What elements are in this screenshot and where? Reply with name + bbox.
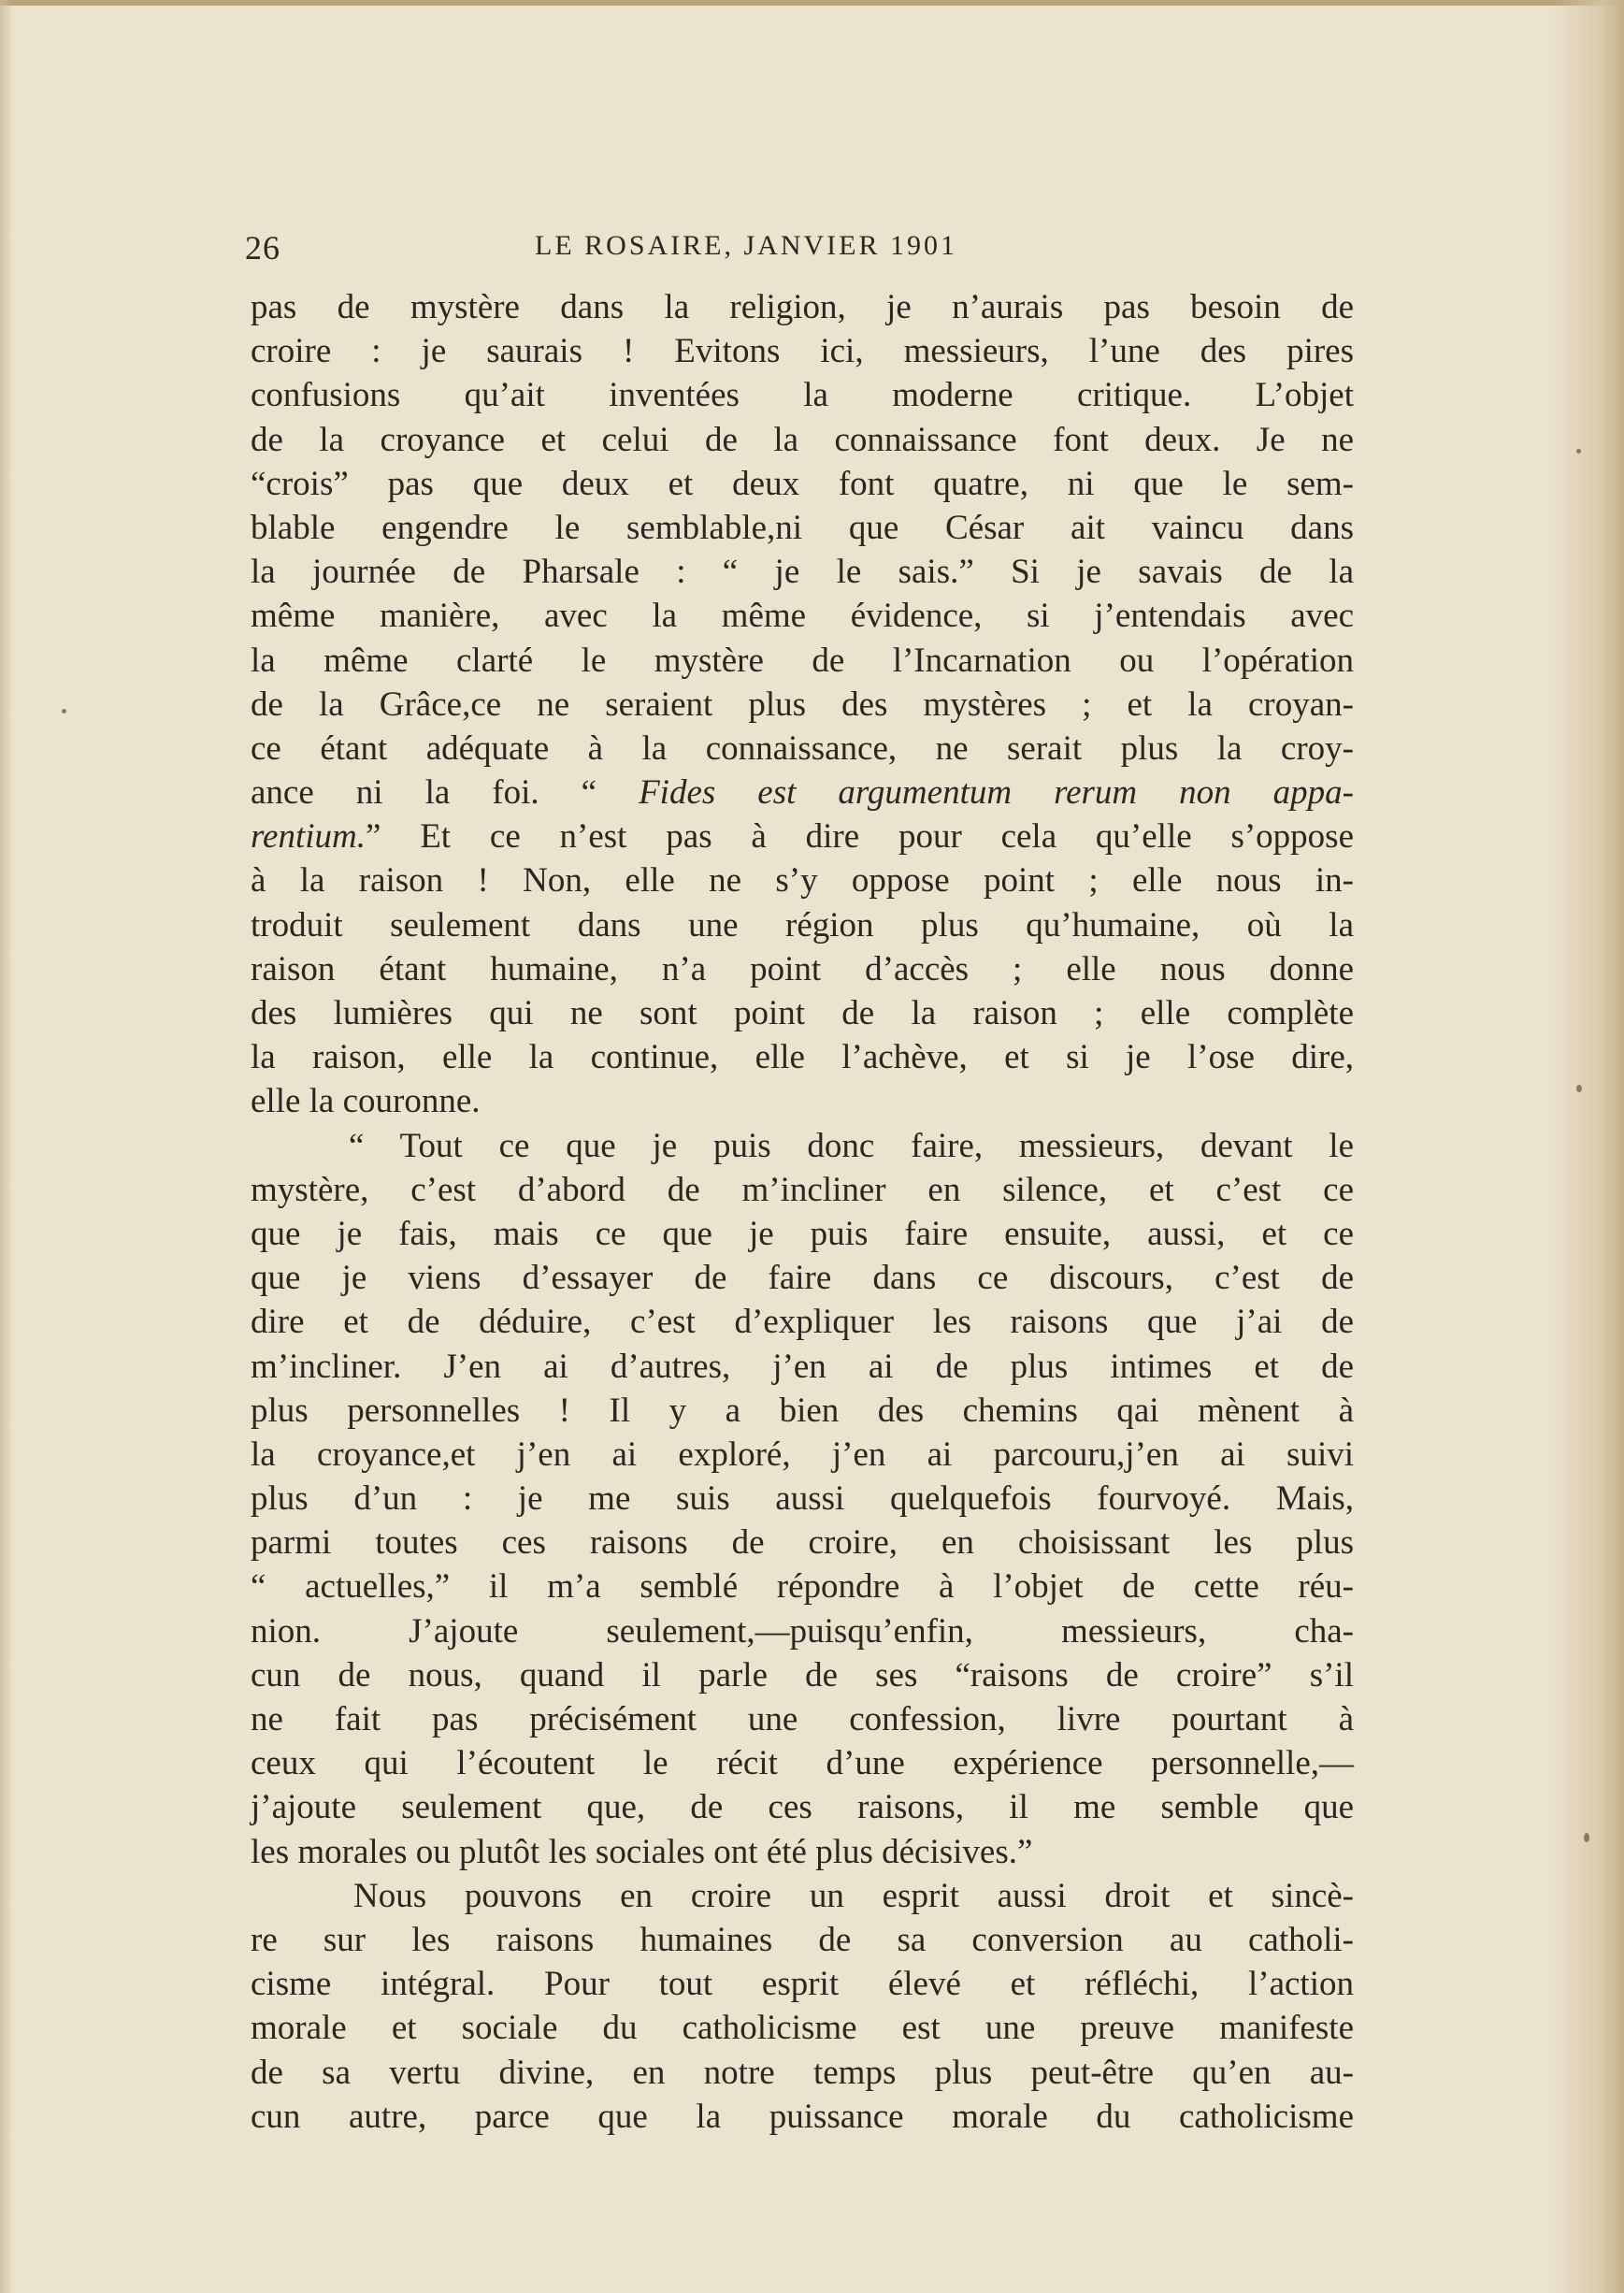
- text-line: ce étant adéquate à la connaissance, ne serait plus la croy-: [251, 728, 1354, 768]
- text-line: dire et de déduire, c’est d’expliquer les raisons que j’ai de: [251, 1303, 1354, 1342]
- text-line: que je fais, mais ce que je puis faire ensuite, aussi, et ce: [251, 1214, 1354, 1253]
- text-line: nion. J’ajoute seulement,—puisqu’enfin, messieurs, cha-: [251, 1611, 1354, 1651]
- paper-speck: [1576, 1085, 1582, 1092]
- text-line: plus personnelles ! Il y a bien des chemins qai mènent à: [251, 1391, 1354, 1430]
- text-line: troduit seulement dans une région plus qu’humaine, où la: [251, 905, 1354, 945]
- text-line: “ Tout ce que je puis donc faire, messieurs, devant le: [349, 1126, 1354, 1165]
- journal-title: LE ROSAIRE, JANVIER 1901: [535, 230, 957, 261]
- page-top-edge: [0, 0, 1624, 6]
- text-line: elle la couronne.: [251, 1082, 481, 1121]
- text-line: à la raison ! Non, elle ne s’y oppose point ; elle nous in-: [251, 861, 1354, 901]
- text-line: cisme intégral. Pour tout esprit élevé et réfléchi, l’action: [251, 1965, 1354, 2004]
- text-line: mystère, c’est d’abord de m’incliner en silence, et c’est ce: [251, 1170, 1354, 1209]
- text-line: m’incliner. J’en ai d’autres, j’en ai de plus intimes et de: [251, 1347, 1354, 1386]
- paper-speck: [1584, 1833, 1589, 1842]
- text-line: la croyance,et j’en ai exploré, j’en ai parcouru,j’en ai suivi: [251, 1435, 1354, 1474]
- latin-quotation: Fides est argumentum rerum non appa-: [639, 773, 1354, 813]
- running-head: [245, 228, 1180, 273]
- text-line: “ actuelles,” il m’a semblé répondre à l’objet de cette réu-: [251, 1567, 1354, 1607]
- text-line: re sur les raisons humaines de sa conversion au catholi-: [251, 1920, 1354, 1959]
- text-line: la même clarté le mystère de l’Incarnation ou l’opération: [251, 641, 1354, 680]
- latin-quotation: rentium.: [251, 817, 366, 857]
- text-line: que je viens d’essayer de faire dans ce discours, c’est de: [251, 1259, 1354, 1298]
- text-line: ne fait pas précisément une confession, livre pourtant à: [251, 1700, 1354, 1738]
- text-line: la raison, elle la continue, elle l’achève, et si je l’ose dire,: [251, 1038, 1354, 1077]
- text-line: même manière, avec la même évidence, si j’entendais avec: [251, 597, 1354, 636]
- text-line: confusions qu’ait inventées la moderne critique. L’objet: [251, 376, 1354, 415]
- quote-lead-in: ance ni la foi. “: [251, 773, 640, 813]
- text-line: plus d’un : je me suis aussi quelquefois fourvoyé. Mais,: [251, 1479, 1354, 1519]
- paper-speck: [62, 709, 66, 714]
- text-line: ceux qui l’écoutent le récit d’une expérience personnelle,—: [251, 1744, 1354, 1783]
- text-line: de la croyance et celui de la connaissance font deux. Je ne: [251, 420, 1354, 459]
- text-line: [251, 815, 1354, 858]
- text-line: j’ajoute seulement que, de ces raisons, il me semble que: [251, 1788, 1354, 1827]
- text-line: des lumières qui ne sont point de la raison ; elle complète: [251, 994, 1354, 1032]
- text-line: de la Grâce,ce ne seraient plus des mystères ; et la croyan-: [251, 685, 1354, 724]
- text-line: parmi toutes ces raisons de croire, en choisissant les plus: [251, 1523, 1354, 1563]
- text-line: les morales ou plutôt les sociales ont été plus décisives.”: [251, 1832, 1033, 1871]
- page-right-shadow: [1549, 0, 1624, 2293]
- text-line: la journée de Pharsale : “ je le sais.” Si je savais de la: [251, 553, 1354, 592]
- text-line: cun autre, parce que la puissance morale du catholicisme: [251, 2097, 1354, 2136]
- text-line: raison étant humaine, n’a point d’accès ; elle nous donne: [251, 949, 1354, 988]
- text-line: Nous pouvons en croire un esprit aussi droit et sincè-: [353, 1876, 1354, 1915]
- body-text: [251, 285, 1354, 2139]
- page-number: 26: [245, 229, 280, 267]
- text-line: blable engendre le semblable,ni que César ait vaincu dans: [251, 508, 1354, 547]
- text-line: de sa vertu divine, en notre temps plus peut-être qu’en au-: [251, 2053, 1354, 2092]
- page-left-shadow: [0, 0, 13, 2293]
- text-line: “crois” pas que deux et deux font quatre, ni que le sem-: [251, 464, 1354, 503]
- text-line: cun de nous, quand il parle de ses “raisons de croire” s’il: [251, 1655, 1354, 1695]
- paper-speck: [1576, 449, 1581, 454]
- text-line: morale et sociale du catholicisme est une preuve manifeste: [251, 2009, 1354, 2048]
- text-line: pas de mystère dans la religion, je n’aurais pas besoin de: [251, 288, 1354, 326]
- text-line: croire : je saurais ! Evitons ici, messieurs, l’une des pires: [251, 332, 1354, 371]
- text-line: [251, 771, 1354, 815]
- quote-continuation: ” Et ce n’est pas à dire pour cela qu’elle s’oppose: [365, 817, 1354, 857]
